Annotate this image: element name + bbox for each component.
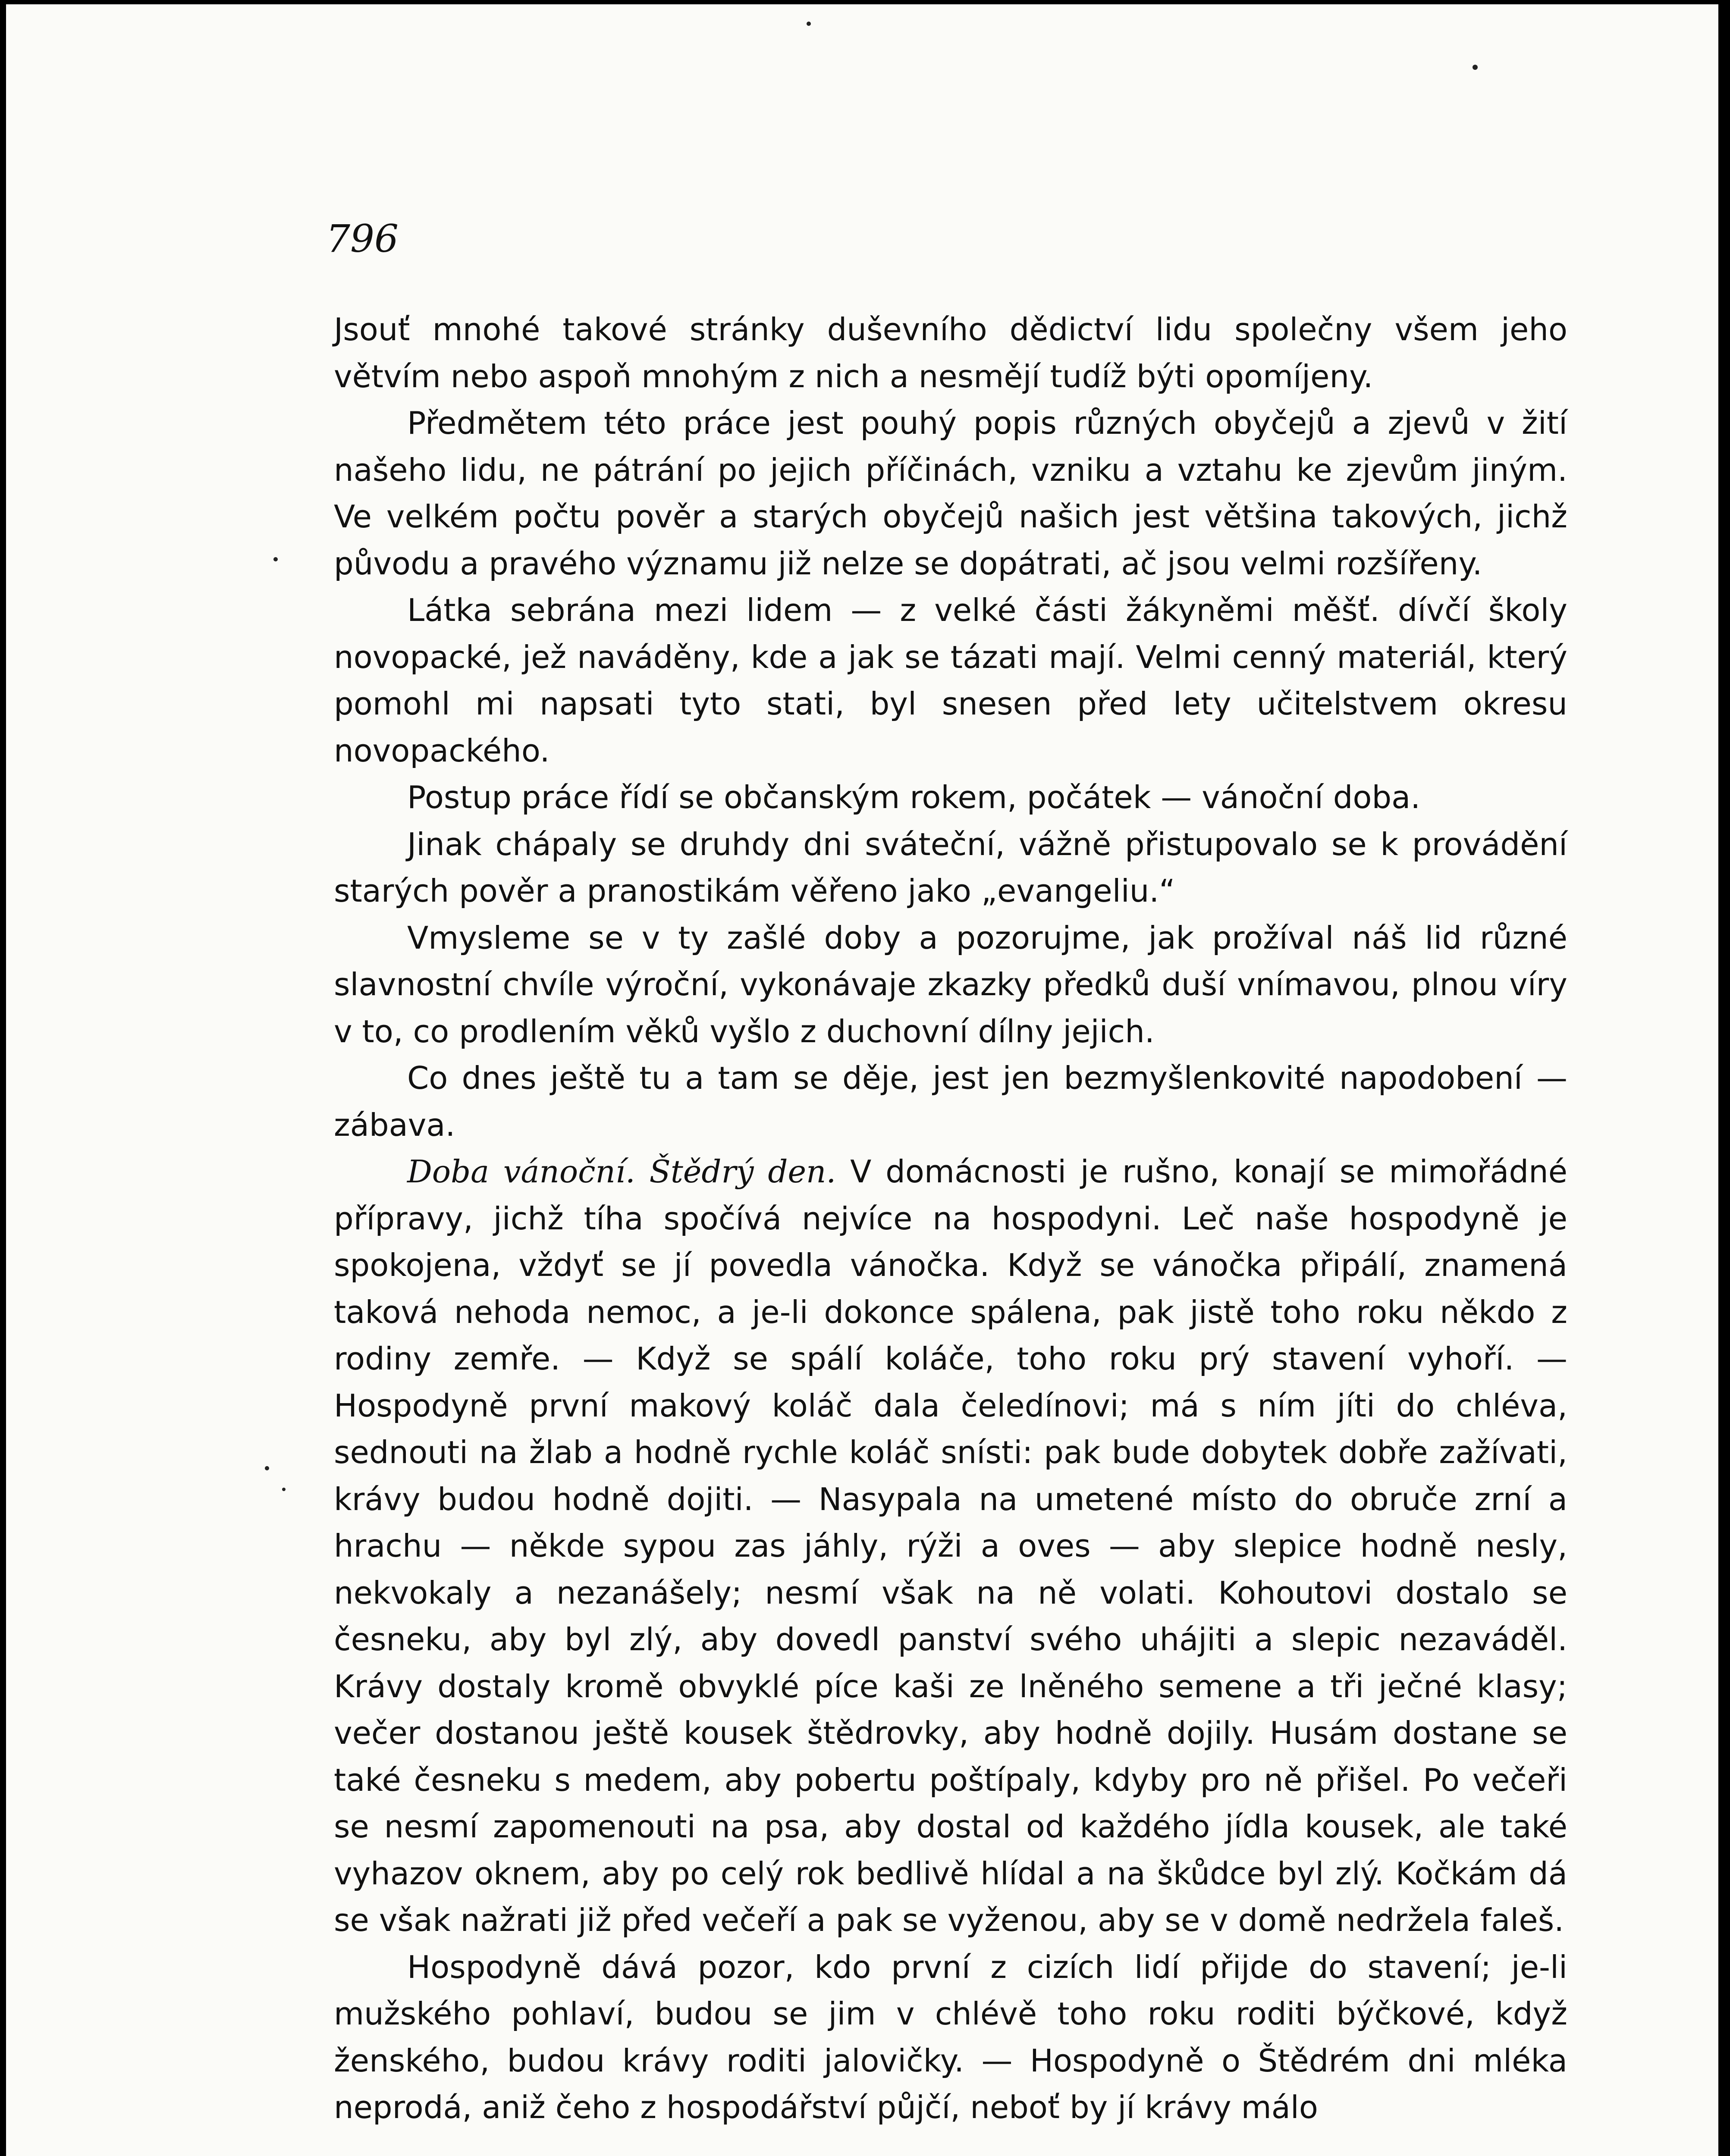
paragraph-text: V domácnosti je rušno, konají se mimořádné přípravy, jichž tíha spočívá nejvíce na hospodyni. Leč naše hospodyně je spokojena, vždyť se jí povedla vánočka. Když se vánočka připálí, znamená taková nehoda nemoc, a je-li dokonce spálena, pak jistě toho roku někdo z rodiny zemře. — Když se spálí koláče, toho roku prý stavení vyhoří. — Hospodyně první makový koláč dala čeledínovi; má s ním jíti do chléva, sednouti na žlab a hodně rychle koláč snísti: pak bude dobytek dobře zažívati, krávy budou hodně dojiti. — Nasypala na umetené místo do obruče zrní a hrachu — někde sypou zas jáhly, rýži a oves — aby slepice hodně nesly, nekvokaly a nezanášely; nesmí však na ně volati. Kohoutovi dostalo se česneku, aby byl zlý, aby dovedl panství svého uhájiti a slepic nezaváděl. Krávy dostaly kromě obvyklé píce kaši ze lněného semene a tři ječné klasy; večer dostanou ještě kousek štědrovky, aby hodně dojily. Husám dostane se také česneku s medem, aby pobertu poštípaly, kdyby pro ně přišel. Po večeři se nesmí zapomenouti na psa, aby dostal od každého jídla kousek, ale také vyhazov oknem, aby po celý rok bedlivě hlídal a na škůdce byl zlý. Kočkám dá se však nažrati již před večeří a pak se vyženou, aby se v domě nedržela faleš.	[334, 1153, 1568, 1938]
scanned-page	[6, 4, 1718, 2156]
paragraph: Předmětem této práce jest pouhý popis různých obyčejů a zjevů v žití našeho lidu, ne pátrání po jejich příčinách, vzniku a vztahu ke zjevům jiným. Ve velkém počtu pověr a starých obyčejů našich jest většina takových, jichž původu a pravého významu již nelze se dopátrati, ač jsou velmi rozšířeny.	[334, 405, 1567, 582]
paragraph: Hospodyně dává pozor, kdo první z cizích lidí přijde do stavení; je-li mužského pohlaví, budou se jim v chlévě toho roku roditi býčkové, když ženského, budou krávy roditi jalovičky. — Hospodyně o Štědrém dni mléka neprodá, aniž čeho z hospodářství půjčí, neboť by jí krávy málo	[334, 1949, 1567, 2125]
page-number: 796	[326, 216, 399, 261]
scan-speck	[807, 22, 811, 26]
paragraph: Postup práce řídí se občanským rokem, počátek — vánoční doba.	[407, 779, 1421, 815]
paragraph-doba-vanocni	[334, 1148, 1567, 1944]
scan-speck	[265, 1466, 269, 1470]
paragraph: Vmysleme se v ty zašlé doby a pozorujme, jak prožíval náš lid různé slavnostní chvíle výroční, vykonávaje zkazky předků duší vnímavou, plnou víry v to, co prodlením věků vyšlo z duchovní dílny jejich.	[334, 919, 1567, 1050]
paragraph: Jsouť mnohé takové stránky duševního dědictví lidu společny všem jeho větvím nebo aspoň mnohým z nich a nesmějí tudíž býti opomíjeny.	[334, 311, 1567, 395]
section-heading: Doba vánoční. Štědrý den.	[407, 1153, 836, 1190]
scan-speck	[282, 1488, 286, 1491]
scan-speck	[273, 557, 278, 561]
scan-speck	[1473, 65, 1478, 70]
body-text	[334, 306, 1567, 2131]
paragraph: Látka sebrána mezi lidem — z velké části žákyněmi měšť. dívčí školy novopacké, jež naváděny, kde a jak se tázati mají. Velmi cenný materiál, který pomohl mi napsati tyto stati, byl snesen před lety učitelstvem okresu novopackého.	[334, 592, 1567, 769]
paragraph: Jinak chápaly se druhdy dni sváteční, vážně přistupovalo se k provádění starých pověr a pranostikám věřeno jako „evangeliu.“	[334, 826, 1567, 909]
paragraph: Co dnes ještě tu a tam se děje, jest jen bezmyšlenkovité napodobení — zábava.	[334, 1060, 1567, 1143]
